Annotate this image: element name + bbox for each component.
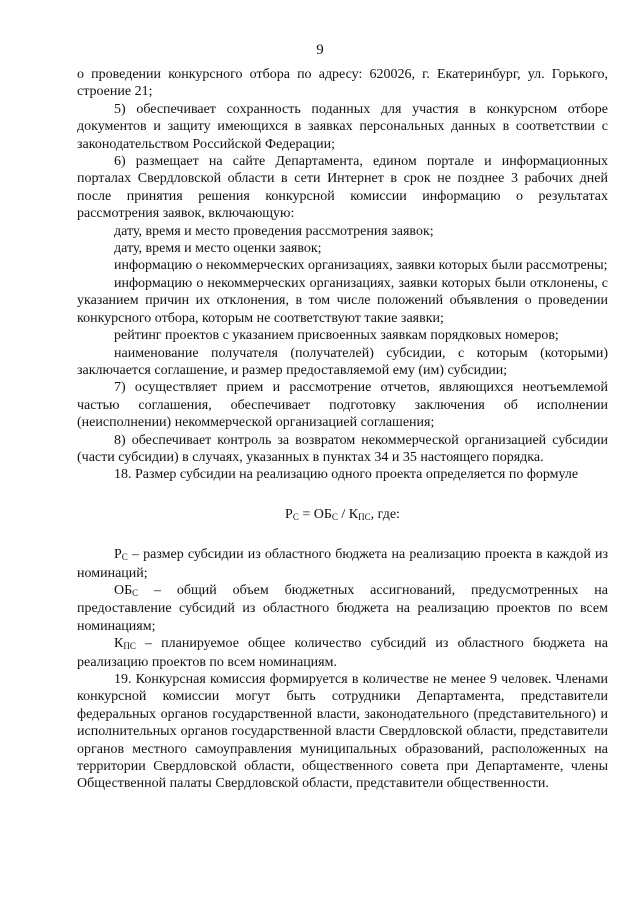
definition-rs — [77, 546, 608, 582]
page-number: 9 — [316, 42, 324, 58]
formula-symbol: Р — [285, 506, 293, 522]
definition-text: – общий объем бюджетных ассигнований, предусмотренных на предоставление субсидий из областного бюджета на реализацию проектов по всем номинациям; — [77, 582, 608, 634]
list-item: рейтинг проектов с указанием присвоенных заявкам порядковых номеров; — [114, 328, 559, 344]
formula-subscript: С — [292, 511, 299, 522]
paragraph-address: о проведении конкурсного отбора по адресу: 620026, г. Екатеринбург, ул. Горького, строение 21; — [77, 67, 608, 100]
definition-text: – размер субсидии из областного бюджета на реализацию проекта в каждой из номинаций; — [77, 547, 608, 581]
paragraph-item-8: 8) обеспечивает контроль за возвратом некоммерческой организацией субсидии (части субсидии) в случаях, указанных в пунктах 34 и 35 настоящего порядка. — [77, 432, 608, 465]
list-item: дату, время и место проведения рассмотрения заявок; — [114, 223, 434, 239]
subsidy-formula — [77, 506, 608, 524]
formula-subscript: С — [331, 511, 338, 522]
definition-symbol: Р — [114, 547, 122, 563]
formula-subscript: ПС — [358, 511, 371, 522]
list-item: информацию о некоммерческих организациях, заявки которых были рассмотрены; — [114, 258, 608, 274]
page-body — [77, 66, 608, 793]
definition-subscript: ПС — [123, 641, 136, 652]
paragraph-item-7: 7) осуществляет прием и рассмотрение отчетов, являющихся неотъемлемой частью соглашения, обеспечивает подготовку заключения об исполнении (неисполнении) некоммерческой организацией соглашения; — [77, 380, 608, 431]
definition-subscript: С — [132, 587, 139, 598]
definition-obs — [77, 582, 608, 635]
definition-kps — [77, 635, 608, 671]
paragraph-item-6: 6) размещает на сайте Департамента, едином портале и информационных порталах Свердловской области в сети Интернет в срок не позднее 3 рабочих дней после принятия решения конкурсной комиссии информацию о результатах рассмотрения заявок, включающую: — [77, 154, 608, 222]
formula-part: , где: — [370, 506, 400, 522]
list-item: информацию о некоммерческих организациях, заявки которых были отклонены, с указанием причин их отклонения, в том числе положений объявления о проведении конкурсного отбора, которым не соответствуют такие заявки; — [77, 275, 608, 326]
definition-symbol: К — [114, 636, 124, 652]
paragraph-item-5: 5) обеспечивает сохранность поданных для участия в конкурсном отборе документов и защиту имеющихся в заявках персональных данных в соответствии с законодательством Российской Федерации; — [77, 101, 608, 152]
formula-part: / К — [337, 506, 359, 522]
paragraph-clause-18: 18. Размер субсидии на реализацию одного проекта определяется по формуле — [114, 467, 579, 483]
definition-symbol: ОБ — [114, 582, 133, 598]
definition-subscript: С — [121, 552, 128, 563]
list-item: дату, время и место оценки заявок; — [114, 241, 322, 257]
list-item: наименование получателя (получателей) субсидии, с которым (которыми) заключается соглашение, и размер предоставляемой ему (им) субсидии; — [77, 345, 608, 378]
definition-text: – планируемое общее количество субсидий из областного бюджета на реализацию проектов по всем номинациям. — [77, 636, 608, 670]
paragraph-clause-19: 19. Конкурсная комиссия формируется в количестве не менее 9 человек. Членами конкурсной комиссии могут быть сотрудники Департамента, представители федеральных органов государственной власти, законодательного (представительного) и исполнительных органов государственной власти Свердловской области, представители органов местного самоуправления муниципальных образований, расположенных на территории Свердловской области, общественного совета при Департаменте, члены Общественной палаты Свердловской области, представители общественности. — [77, 672, 608, 792]
formula-part: = ОБ — [298, 506, 332, 522]
